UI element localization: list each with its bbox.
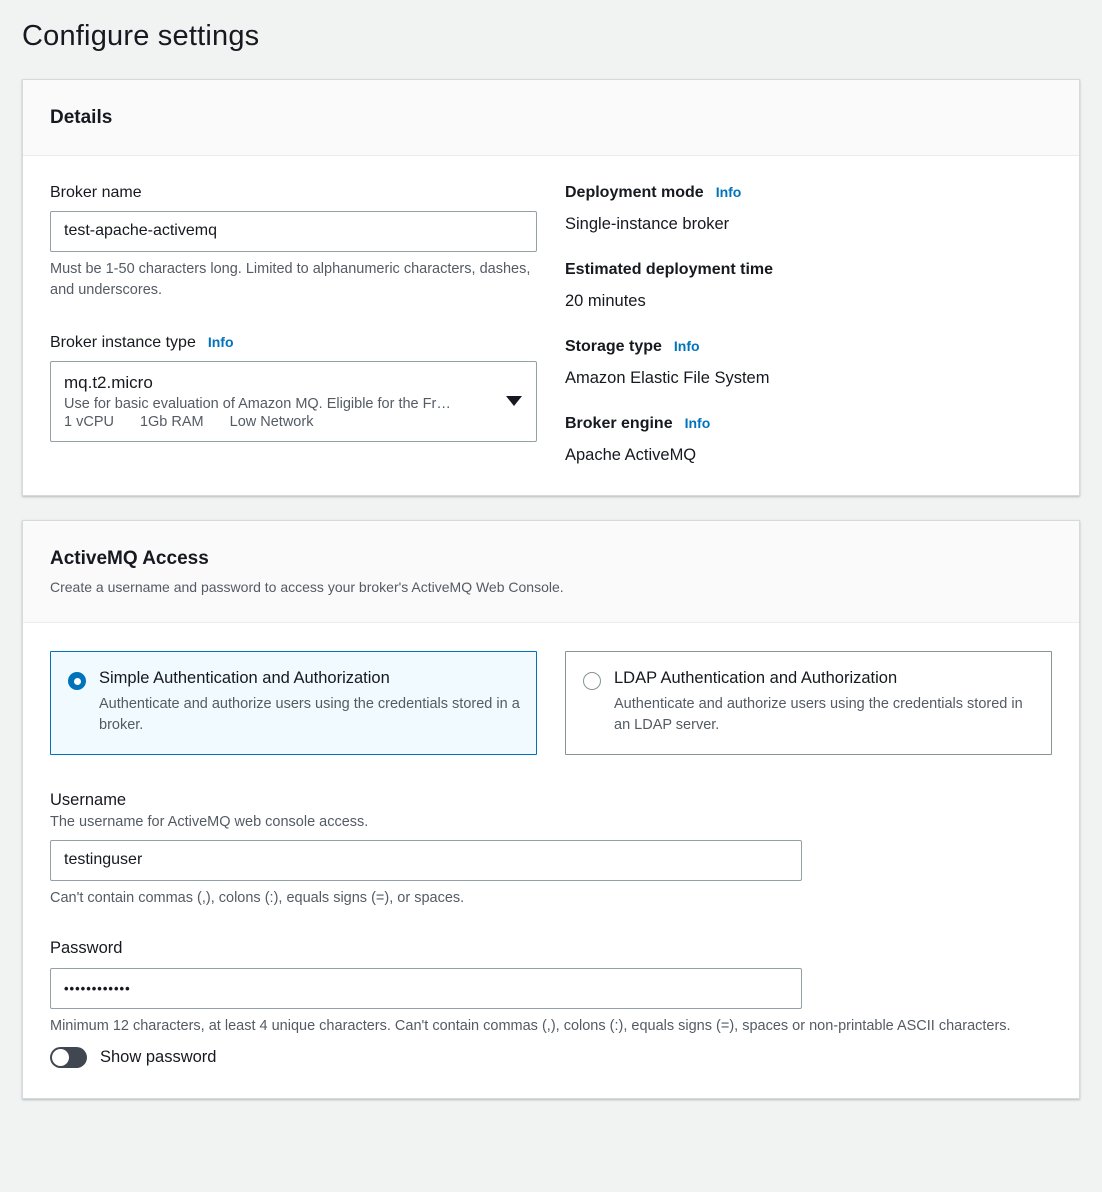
- deployment-mode-label: Deployment mode: [565, 183, 704, 201]
- username-input[interactable]: [50, 840, 802, 881]
- auth-option-simple[interactable]: [50, 651, 537, 754]
- auth-option-ldap-description: Authenticate and authorize users using the credentials stored in an LDAP server.: [614, 695, 1023, 733]
- instance-spec-ram: 1Gb RAM: [139, 413, 204, 430]
- storage-type-block: [565, 338, 1052, 388]
- broker-engine-value: Apache ActiveMQ: [565, 445, 697, 464]
- broker-instance-type-info-link[interactable]: Info: [207, 333, 234, 350]
- deployment-time-value: 20 minutes: [565, 291, 646, 310]
- broker-engine-info-link[interactable]: Info: [684, 414, 711, 431]
- toggle-knob: [52, 1049, 69, 1066]
- username-label: Username: [50, 790, 127, 809]
- broker-engine-block: [565, 415, 1052, 465]
- radio-selected-icon[interactable]: [68, 672, 86, 690]
- broker-name-label: Broker name: [50, 183, 142, 201]
- instance-type-description: Use for basic evaluation of Amazon MQ. Eligible for the Fr…: [64, 395, 451, 412]
- auth-option-simple-description: Authenticate and authorize users using the credentials stored in a broker.: [99, 695, 520, 733]
- auth-option-simple-label: Simple Authentication and Authorization: [99, 669, 390, 688]
- details-right-column: [565, 184, 1052, 465]
- password-label: Password: [50, 938, 123, 957]
- details-card-title: Details: [50, 107, 113, 128]
- instance-spec-vcpu: 1 vCPU: [64, 413, 114, 430]
- username-description: The username for ActiveMQ web console access.: [50, 813, 369, 830]
- broker-name-input[interactable]: [50, 211, 537, 252]
- activemq-access-description: Create a username and password to access your broker's ActiveMQ Web Console.: [50, 578, 564, 595]
- auth-option-ldap-label: LDAP Authentication and Authorization: [614, 669, 898, 688]
- show-password-toggle[interactable]: [50, 1047, 87, 1068]
- deployment-time-block: [565, 261, 1052, 311]
- activemq-access-card: [22, 520, 1080, 1099]
- details-card-header: [23, 80, 1079, 156]
- radio-unselected-icon[interactable]: [583, 672, 601, 690]
- broker-instance-type-label-row: [50, 334, 537, 352]
- show-password-row: [50, 1047, 1052, 1068]
- instance-type-value: mq.t2.micro: [64, 372, 153, 392]
- broker-engine-label: Broker engine: [565, 414, 673, 432]
- activemq-access-header: [23, 521, 1079, 623]
- broker-instance-type-field: [50, 334, 537, 442]
- storage-type-label: Storage type: [565, 337, 662, 355]
- broker-instance-type-label: Broker instance type: [50, 333, 196, 351]
- username-help: Can't contain commas (,), colons (:), equals signs (=), or spaces.: [50, 889, 465, 906]
- username-field: [50, 791, 1052, 909]
- password-field: [50, 939, 1052, 1068]
- deployment-time-label: Estimated deployment time: [565, 260, 774, 278]
- broker-name-help: Must be 1-50 characters long. Limited to alphanumeric characters, dashes, and underscores.: [50, 260, 531, 298]
- instance-type-specs: [64, 414, 496, 430]
- password-input[interactable]: [50, 968, 802, 1009]
- details-card: [22, 79, 1080, 496]
- instance-spec-network: Low Network: [229, 413, 314, 430]
- dropdown-caret-icon: [506, 396, 522, 406]
- deployment-mode-value: Single-instance broker: [565, 214, 730, 233]
- broker-name-field: [50, 184, 537, 301]
- page-title: Configure settings: [22, 20, 260, 52]
- activemq-access-title: ActiveMQ Access: [50, 547, 209, 569]
- storage-type-info-link[interactable]: Info: [673, 337, 700, 354]
- show-password-label: Show password: [100, 1047, 217, 1066]
- details-left-column: [50, 184, 537, 442]
- activemq-access-body: [23, 623, 1079, 1098]
- deployment-mode-block: [565, 184, 1052, 234]
- password-help: Minimum 12 characters, at least 4 unique characters. Can't contain commas (,), colons (:), equals signs (=), spaces or non-printable ASCII characters.: [50, 1017, 1011, 1034]
- details-card-body: [23, 156, 1079, 495]
- auth-option-tiles: [50, 651, 1052, 754]
- auth-option-ldap[interactable]: [565, 651, 1052, 754]
- deployment-mode-info-link[interactable]: Info: [715, 183, 742, 200]
- storage-type-value: Amazon Elastic File System: [565, 368, 770, 387]
- broker-instance-type-select[interactable]: [50, 361, 537, 442]
